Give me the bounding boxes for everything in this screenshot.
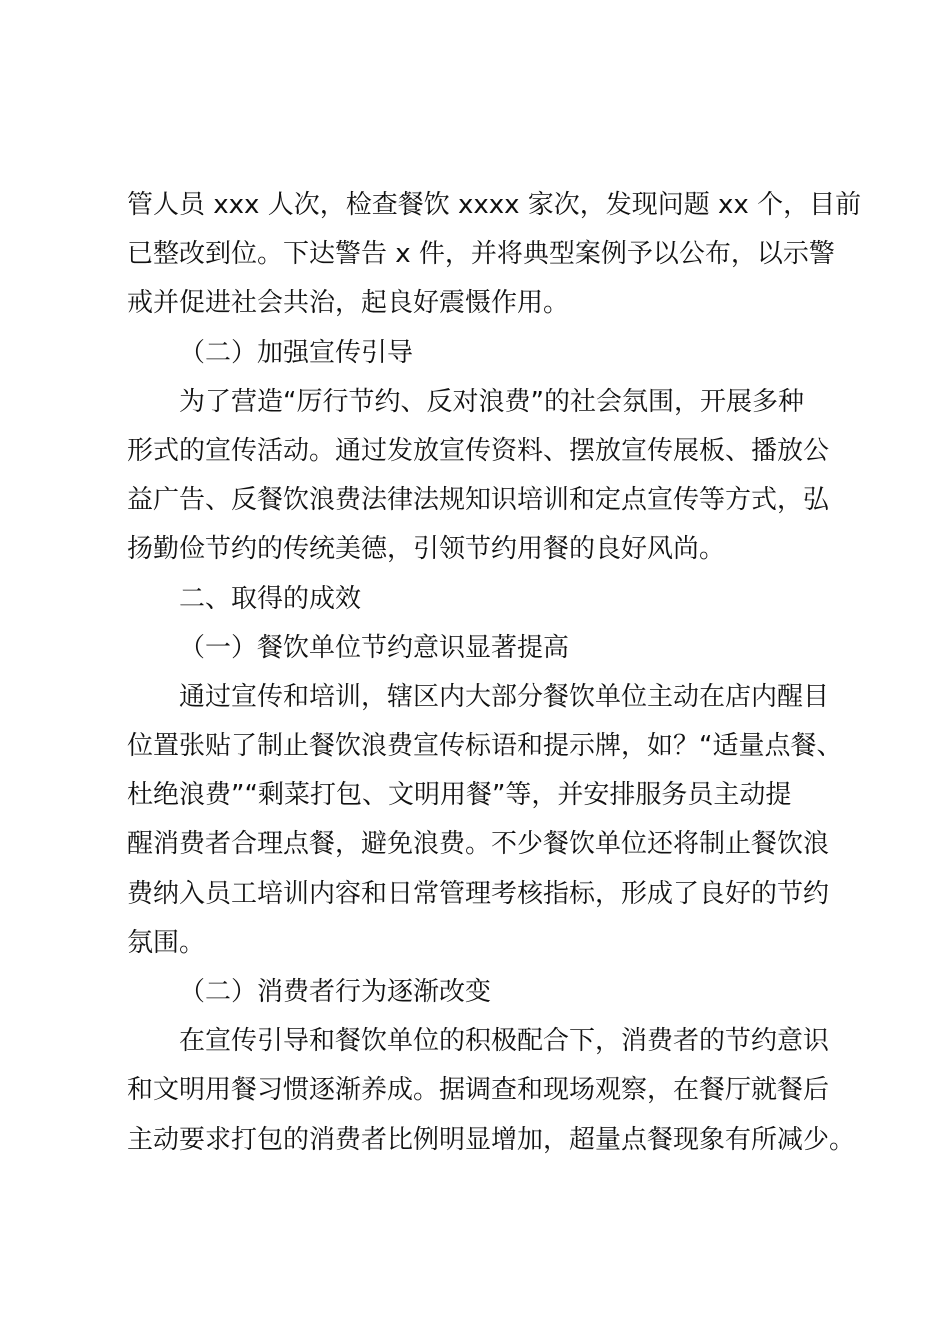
document-body xyxy=(127,181,862,1165)
section-heading: （二）消费者行为逐渐改变 xyxy=(179,977,492,1007)
text-line: 益广告、反餐饮浪费法律法规知识培训和定点宣传等方式，弘 xyxy=(127,485,830,516)
text-line: 戒并促进社会共治，起良好震慑作用。 xyxy=(127,288,570,319)
text-line: 管人员 xxx 人次，检查餐饮 xxxx 家次，发现问题 xx 个，目前 xyxy=(127,190,862,220)
text-line: 醒消费者合理点餐，避免浪费。不少餐饮单位还将制止餐饮浪 xyxy=(127,829,830,860)
paragraph-start-line: 通过宣传和培训，辖区内大部分餐饮单位主动在店内醒目 xyxy=(179,681,830,712)
text-line: 费纳入员工培训内容和日常管理考核指标，形成了良好的节约 xyxy=(127,878,830,909)
text-line: 已整改到位。下达警告 x 件，并将典型案例予以公布，以示警 xyxy=(127,239,835,270)
paragraph-start-line: 在宣传引导和餐饮单位的积极配合下，消费者的节约意识 xyxy=(179,1026,830,1057)
paragraph-start-line: 为了营造“厉行节约、反对浪费”的社会氛围，开展多种 xyxy=(179,386,804,417)
text-line: 扬勤俭节约的传统美德，引领节约用餐的良好风尚。 xyxy=(127,534,726,565)
section-heading: （二）加强宣传引导 xyxy=(179,337,414,368)
section-heading: 二、取得的成效 xyxy=(179,583,362,614)
section-heading: （一）餐饮单位节约意识显著提高 xyxy=(179,632,570,663)
text-line: 氛围。 xyxy=(127,927,206,958)
text-line: 杜绝浪费”“剩菜打包、文明用餐”等，并安排服务员主动提 xyxy=(127,780,792,811)
text-line: 和文明用餐习惯逐渐养成。据调查和现场观察，在餐厅就餐后 xyxy=(127,1075,830,1106)
text-line: 主动要求打包的消费者比例明显增加，超量点餐现象有所减少。 xyxy=(127,1124,856,1155)
text-line: 形式的宣传活动。通过发放宣传资料、摆放宣传展板、播放公 xyxy=(127,435,830,466)
text-line: 位置张贴了制止餐饮浪费宣传标语和提示牌，如？“适量点餐、 xyxy=(127,731,843,762)
